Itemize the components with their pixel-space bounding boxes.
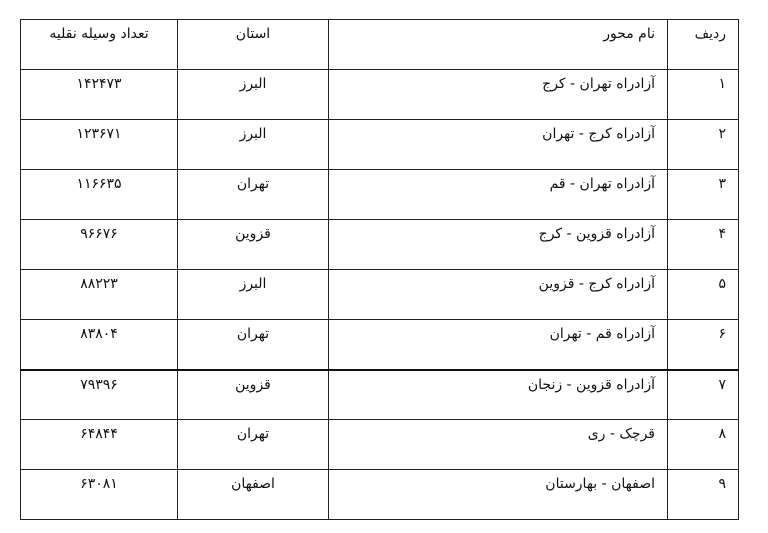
cell-radif: ۶ <box>668 320 739 370</box>
table-row <box>21 120 739 170</box>
cell-name: آزادراه قزوین - زنجان <box>329 370 668 420</box>
cell-name: آزادراه قم - تهران <box>329 320 668 370</box>
cell-radif: ۹ <box>668 470 739 520</box>
table-row <box>21 170 739 220</box>
header-ostan: استان <box>178 20 329 70</box>
cell-ostan: تهران <box>178 320 329 370</box>
cell-radif: ۷ <box>668 370 739 420</box>
cell-radif: ۳ <box>668 170 739 220</box>
cell-name: آزادراه کرج - قزوین <box>329 270 668 320</box>
cell-name: قرچک - ری <box>329 420 668 470</box>
table-row <box>21 420 739 470</box>
cell-name: آزادراه کرج - تهران <box>329 120 668 170</box>
cell-radif: ۵ <box>668 270 739 320</box>
header-count: تعداد وسیله نقلیه <box>21 20 178 70</box>
header-radif: ردیف <box>668 20 739 70</box>
table-row <box>21 270 739 320</box>
cell-count: ۱۴۲۴۷۳ <box>21 70 178 120</box>
cell-name: آزادراه قزوین - کرج <box>329 220 668 270</box>
cell-count: ۶۳۰۸۱ <box>21 470 178 520</box>
cell-name: اصفهان - بهارستان <box>329 470 668 520</box>
cell-ostan: قزوین <box>178 370 329 420</box>
cell-radif: ۲ <box>668 120 739 170</box>
table-row <box>21 70 739 120</box>
cell-name: آزادراه تهران - قم <box>329 170 668 220</box>
cell-name: آزادراه تهران - کرج <box>329 70 668 120</box>
cell-ostan: البرز <box>178 120 329 170</box>
cell-radif: ۱ <box>668 70 739 120</box>
header-name: نام محور <box>329 20 668 70</box>
cell-radif: ۴ <box>668 220 739 270</box>
cell-ostan: البرز <box>178 70 329 120</box>
cell-count: ۷۹۳۹۶ <box>21 370 178 420</box>
cell-count: ۱۲۳۶۷۱ <box>21 120 178 170</box>
cell-ostan: قزوین <box>178 220 329 270</box>
cell-ostan: اصفهان <box>178 470 329 520</box>
traffic-table <box>20 19 739 520</box>
table-header-row <box>21 20 739 70</box>
cell-ostan: تهران <box>178 170 329 220</box>
cell-count: ۸۸۲۲۳ <box>21 270 178 320</box>
table-row <box>21 320 739 370</box>
table-row <box>21 470 739 520</box>
cell-count: ۹۶۶۷۶ <box>21 220 178 270</box>
cell-count: ۸۳۸۰۴ <box>21 320 178 370</box>
cell-count: ۱۱۶۶۳۵ <box>21 170 178 220</box>
cell-ostan: تهران <box>178 420 329 470</box>
table-row <box>21 220 739 270</box>
cell-ostan: البرز <box>178 270 329 320</box>
cell-radif: ۸ <box>668 420 739 470</box>
table-row <box>21 370 739 420</box>
cell-count: ۶۴۸۴۴ <box>21 420 178 470</box>
